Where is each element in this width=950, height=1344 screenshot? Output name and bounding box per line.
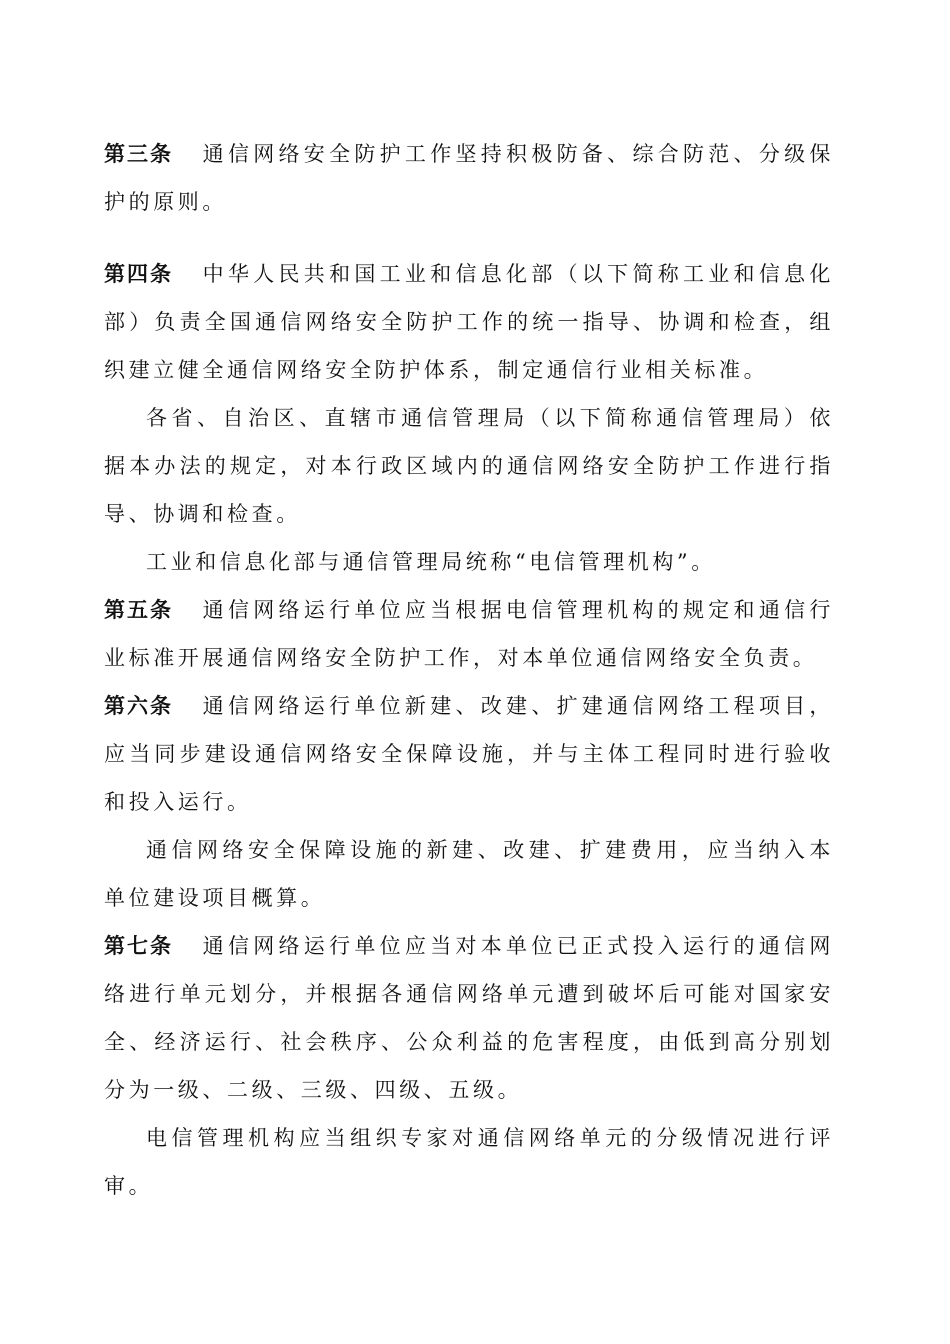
- spacer: [104, 226, 834, 250]
- article-text: 通信网络运行单位应当根据电信管理机构的规定和通信行业标准开展通信网络安全防护工作，对本单位通信网络安全负责。: [104, 598, 834, 670]
- article-text: 通信网络安全防护工作坚持积极防备、综合防范、分级保护的原则。: [104, 142, 834, 214]
- article-6: [104, 682, 834, 826]
- article-5: [104, 586, 834, 682]
- article-label: 第三条: [104, 142, 173, 166]
- document-page: [104, 130, 834, 1210]
- article-label: 第六条: [104, 694, 173, 718]
- article-7: [104, 922, 834, 1114]
- article-text: 中华人民共和国工业和信息化部（以下简称工业和信息化部）负责全国通信网络安全防护工作的统一指导、协调和检查，组织建立健全通信网络安全防护体系，制定通信行业相关标准。: [104, 262, 834, 382]
- article-text: 通信网络运行单位应当对本单位已正式投入运行的通信网络进行单元划分，并根据各通信网络单元遭到破坏后可能对国家安全、经济运行、社会秩序、公众利益的危害程度，由低到高分别划分为一级、二级、三级、四级、五级。: [104, 934, 834, 1102]
- article-3: [104, 130, 834, 226]
- article-label: 第七条: [104, 934, 173, 958]
- article-label: 第五条: [104, 598, 173, 622]
- article-4: [104, 250, 834, 394]
- article-label: 第四条: [104, 262, 173, 286]
- paragraph: 各省、自治区、直辖市通信管理局（以下简称通信管理局）依据本办法的规定，对本行政区域内的通信网络安全防护工作进行指导、协调和检查。: [104, 406, 834, 526]
- paragraph: 通信网络安全保障设施的新建、改建、扩建费用，应当纳入本单位建设项目概算。: [104, 838, 834, 910]
- paragraph: 工业和信息化部与通信管理局统称“电信管理机构”。: [146, 550, 716, 574]
- paragraph: 电信管理机构应当组织专家对通信网络单元的分级情况进行评审。: [104, 1126, 834, 1198]
- article-text: 通信网络运行单位新建、改建、扩建通信网络工程项目，应当同步建设通信网络安全保障设施，并与主体工程同时进行验收和投入运行。: [104, 694, 834, 814]
